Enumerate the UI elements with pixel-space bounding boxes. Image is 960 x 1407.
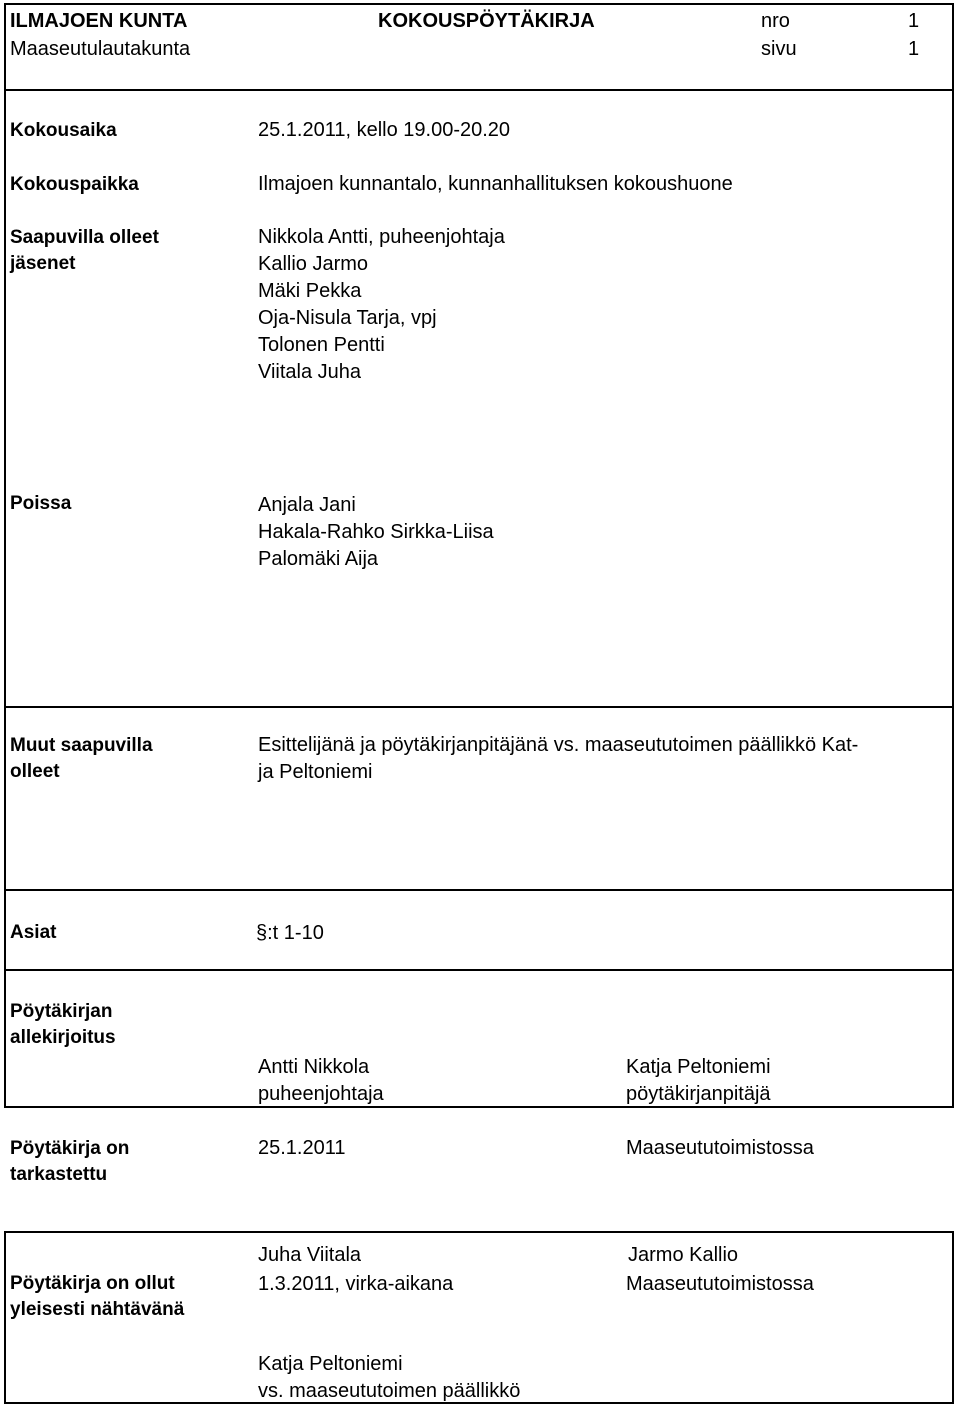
list-item: Anjala Jani xyxy=(258,494,356,516)
checked-date: 25.1.2011 xyxy=(258,1137,346,1159)
matters-value: §:t 1-10 xyxy=(256,922,324,944)
signing-box xyxy=(4,969,954,1108)
number-label: nro xyxy=(761,10,790,32)
checked-place: Maaseututoimistossa xyxy=(626,1137,814,1159)
public-place: Maaseututoimistossa xyxy=(626,1273,814,1295)
matters-box xyxy=(4,889,954,971)
meeting-place-label: Kokouspaikka xyxy=(10,174,139,195)
others-label: Muut saapuvilla olleet xyxy=(10,735,153,782)
document-type: KOKOUSPÖYTÄKIRJA xyxy=(378,10,595,32)
list-item: Palomäki Aija xyxy=(258,548,379,570)
list-item: Kallio Jarmo xyxy=(258,253,369,275)
checked-label: Pöytäkirja on tarkastettu xyxy=(10,1138,130,1185)
public-date: 1.3.2011, virka-aikana xyxy=(258,1273,454,1295)
list-item: Viitala Juha xyxy=(258,361,362,383)
absent-label: Poissa xyxy=(10,493,72,514)
page-label: sivu xyxy=(761,38,797,60)
municipality-name: ILMAJOEN KUNTA xyxy=(10,10,188,32)
matters-label: Asiat xyxy=(10,922,57,943)
page-value: 1 xyxy=(908,38,920,60)
list-item: Hakala-Rahko Sirkka-Liisa xyxy=(258,521,494,543)
list-item: Nikkola Antti, puheenjohtaja xyxy=(258,226,505,248)
checker-juha-viitala: Juha Viitala xyxy=(258,1244,362,1266)
checker-jarmo-kallio: Jarmo Kallio xyxy=(628,1244,739,1266)
meeting-time-value: 25.1.2011, kello 19.00-20.20 xyxy=(258,119,511,141)
signer-chair: Antti Nikkola puheenjohtaja xyxy=(258,1056,384,1105)
others-text: Esittelijänä ja pöytäkirjanpitäjänä vs. maaseututoimen päällikkö Kat- ja Peltoniemi xyxy=(258,734,859,783)
board-name: Maaseutulautakunta xyxy=(10,38,191,60)
public-certifier: Katja Peltoniemi vs. maaseututoimen päällikkö xyxy=(258,1353,521,1402)
list-item: Tolonen Pentti xyxy=(258,334,385,356)
public-label: Pöytäkirja on ollut yleisesti nähtävänä xyxy=(10,1273,185,1320)
present-members-list xyxy=(258,224,505,386)
meeting-place-value: Ilmajoen kunnantalo, kunnanhallituksen kokoushuone xyxy=(258,173,733,195)
signer-secretary: Katja Peltoniemi pöytäkirjanpitäjä xyxy=(626,1056,771,1105)
meeting-time-label: Kokousaika xyxy=(10,120,117,141)
present-members-label: Saapuvilla olleet jäsenet xyxy=(10,227,159,274)
number-value: 1 xyxy=(908,10,920,32)
signing-label: Pöytäkirjan allekirjoitus xyxy=(10,1001,116,1048)
list-item: Oja-Nisula Tarja, vpj xyxy=(258,307,437,329)
absent-members-list xyxy=(258,492,494,573)
list-item: Mäki Pekka xyxy=(258,280,362,302)
